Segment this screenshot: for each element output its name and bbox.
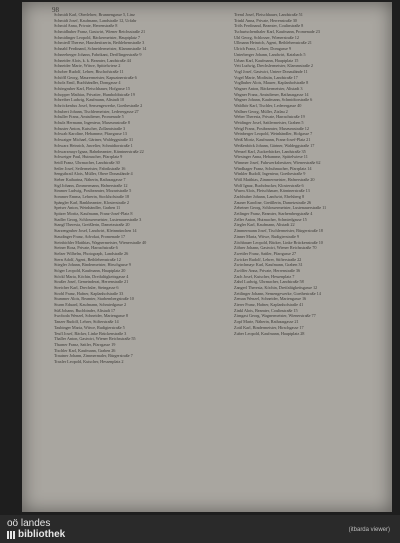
directory-entry: Swoboda Wenzel, Schneider, Mariengasse 8 — [54, 313, 129, 319]
directory-entry: Süß Johann, Buchbinder, Altstadt 17 — [54, 307, 116, 313]
directory-entry: Wöß Matthias, Zimmermeister, Hafnerstraße 20 — [234, 176, 315, 182]
directory-entry: Stangl Theresia, Greißlerin, Dametzstraße 20 — [54, 222, 130, 228]
directory-entry: Uhl Georg, Schlosser, Wienerstraße 12 — [234, 34, 299, 40]
directory-entry: Zehetner Georg, Schlossermeister, Lustenauerstraße 11 — [234, 205, 327, 211]
directory-entry: Sieber Katharina, Näherin, Rathausgasse 7 — [54, 176, 126, 182]
directory-entry: Zeman Wenzel, Schneider, Mariengasse 16 — [234, 296, 307, 302]
directory-entry: Tschurtschenthaler Karl, Kaufmann, Promenade 23 — [234, 29, 320, 35]
directory-entry: Taubinger Maria, Witwe, Rudigierstraße 5 — [54, 324, 125, 330]
directory-entry: Weißenböck Johann, Gärtner, Waldeggstraße 17 — [234, 142, 315, 148]
directory-entry: Ullmann Heinrich, Agent, Bethlehemstraße 21 — [234, 40, 312, 46]
directory-entry: Wiesinger Anna, Hebamme, Spittelwiese 11 — [234, 154, 308, 160]
directory-entry: Zwirchmayr Karl, Kaufmann, Graben 31 — [234, 262, 303, 268]
directory-entry: Treml Josef, Fleischhauer, Landstraße 51 — [234, 12, 303, 17]
directory-entry: Schreiber Ludwig, Kaufmann, Altstadt 10 — [54, 97, 125, 103]
directory-entry: Schöffl Georg, Maurermeister, Kapuzinerstraße 6 — [54, 74, 137, 80]
directory-entry: Urban Karl, Kaufmann, Hauptplatz 15 — [234, 57, 299, 63]
directory-entry: Steiner Rosa, Private, Harrachstraße 6 — [54, 245, 118, 251]
directory-entry: Zeilinger Franz, Beamter, Starhembergstraße 4 — [234, 211, 313, 217]
directory-entry: Scholz Emil, Buchhändler, Domgasse 4 — [54, 80, 121, 86]
directory-entry: Zimmermann Josef, Tischlermeister, Bürgerstraße 18 — [234, 228, 323, 234]
directory-entry: Schneider Marie, Witwe, Spittelwiese 2 — [54, 63, 121, 69]
directory-entry: Vogel Marie, Modistin, Landstraße 17 — [234, 74, 298, 80]
directory-entry: Weinberger Leopold, Weinhändler, Hofgasse 7 — [234, 131, 313, 137]
directory-entry: Schuller Franz, Amtsdiener, Promenade 5 — [54, 114, 124, 120]
directory-entry: Schwarzmayr Ignaz, Bahnbeamter, Kärntnerstraße 22 — [54, 148, 144, 154]
directory-entry: Stöger Leopold, Kaufmann, Hauptplatz 20 — [54, 267, 126, 273]
directory-entry: Ulrich Franz, Lehrer, Domgasse 9 — [234, 46, 291, 52]
directory-entry: Stern Adolf, Agent, Bethlehemstraße 12 — [54, 256, 121, 262]
directory-entry: Zwicker Rudolf, Lehrer, Stifterstraße 22 — [234, 256, 302, 262]
directory-entry: Schmid Anna, Private, Herrenstraße 8 — [54, 23, 118, 29]
directory-entry: Zachhuber Johann, Landwirt, Ebelsberg 8 — [234, 194, 305, 199]
directory-entry: Sommer Emma, Lehrerin, Stockhofstraße 18 — [54, 194, 130, 199]
directory-entry: Zwölfer Anna, Private, Herrenstraße 36 — [234, 267, 301, 273]
viewer-label[interactable]: (itbarda viewer) — [348, 527, 390, 533]
directory-entry: Zöchbauer Leopold, Bäcker, Linke Brückenstraße 10 — [234, 239, 323, 245]
directory-entry: Stöckl Maria, Köchin, Dreifaltigkeitsgasse 4 — [54, 273, 129, 279]
directory-entry: Trinkl Anna, Private, Herrenstraße 30 — [234, 17, 297, 23]
directory-entry: Zierer Franz, Hafner, Kaplanhofstraße 41 — [234, 302, 304, 308]
directory-entry: Tanzer Rudolf, Lehrer, Stifterstraße 14 — [54, 319, 119, 325]
directory-entry: Teufl Josef, Bäcker, Linke Brückenstraße 3 — [54, 330, 127, 336]
directory-entry: Starzengruber Josef, Landwirt, Kleinmünchen 14 — [54, 228, 137, 234]
directory-entry: Waldhör Karl, Tischler, Lederergasse 40 — [234, 103, 302, 108]
directory-entry: Thaller Anton, Gastwirt, Wiener Reichsstraße 55 — [54, 336, 136, 342]
right-column — [234, 12, 400, 336]
directory-entry: Wolf Ignaz, Buchdrucker, Klosterstraße 6 — [234, 182, 304, 188]
directory-entry: Zangerl Theresia, Köchin, Dreifaltigkeitsgasse 12 — [234, 285, 318, 290]
directory-entry: Schneider Alois, k. k. Beamter, Landstraße 44 — [54, 57, 131, 63]
directory-entry: Sengstbratl Alois, Müller, Obere Donaulände 4 — [54, 171, 133, 177]
directory-entry: Schmiedl Therese, Hausbesitzerin, Bethlehemstraße 3 — [54, 40, 145, 46]
directory-entry: Stummer Alois, Beamter, Starhembergstraße 10 — [54, 296, 134, 302]
directory-entry: Zinner Maria, Witwe, Rudigierstraße 9 — [234, 233, 299, 239]
directory-entry: Speiser Anton, Weinhändler, Graben 11 — [54, 205, 121, 211]
directory-entry: Tröls Ferdinand, Beamter, Coulinstraße 8 — [234, 23, 304, 29]
directory-entry: Schopper Mathias, Privatier, Humboldtstraße 19 — [54, 91, 135, 97]
directory-entry: Schmidhuber Franz, Gastwirt, Wiener Reichsstraße 21 — [54, 29, 146, 35]
directory-entry: Schmidt Karl, Oberlehrer, Brunnengasse 5, Linz — [54, 12, 135, 17]
directory-entry: Wagner Franz, Amtsdiener, Rathausgasse 14 — [234, 91, 309, 97]
directory-entry: Vogl Josef, Gastwirt, Untere Donaulände 11 — [234, 68, 308, 74]
directory-entry: Streicher Karl, Drechsler, Steingasse 6 — [54, 285, 119, 290]
directory-entry: Schröckenfux Josef, Sensengewerke, Goethestraße 2 — [54, 103, 143, 108]
directory-entry: Weigl Franz, Postbeamter, Museumstraße 12 — [234, 125, 309, 131]
directory-entry: Windhager Franz, Schuhmacher, Pfarrplatz 14 — [234, 165, 312, 171]
directory-entry: Stiegler Johann, Bindermeister, Hirschgasse 9 — [54, 262, 131, 268]
page-number: 98 — [52, 6, 59, 14]
directory-entry: Schweiger Paul, Hutmacher, Pfarrplatz 9 — [54, 154, 123, 160]
directory-entry: Zuber Leopold, Kaufmann, Hauptplatz 28 — [234, 330, 305, 336]
directory-entry: Schmidt Josef, Kaufmann, Landstraße 12, Urfahr — [54, 17, 137, 23]
directory-entry: Winkler Rudolf, Ingenieur, Goethestraße 9 — [234, 171, 306, 177]
directory-entry: Schwarz Heinrich, Juwelier, Schmidtorstraße 1 — [54, 142, 133, 148]
directory-entry: Schulz Hermann, Ingenieur, Museumstraße 8 — [54, 120, 130, 126]
left-column — [54, 12, 222, 365]
directory-entry: Steinbichler Matthias, Wagnermeister, Wienerstraße 40 — [54, 239, 147, 245]
directory-entry: Seiler Josef, Seilermeister, Fabrikstraße 16 — [54, 165, 126, 171]
directory-entry: Schober Rudolf, Lehrer, Bischofstraße 11 — [54, 68, 124, 74]
directory-entry: Wagner Anton, Bäckermeister, Altstadt 3 — [234, 85, 303, 91]
directory-entry: Zottl Karl, Bindermeister, Hirschgasse 17 — [234, 324, 304, 330]
directory-entry: Sigl Johann, Zimmermann, Hafnerstraße 12 — [54, 182, 128, 188]
directory-entry: Schwab Karoline, Hebamme, Pfarrgasse 13 — [54, 131, 127, 137]
scanned-page — [22, 2, 392, 512]
directory-entry: Zeller Anton, Hutmacher, Schmiedgasse 15 — [234, 216, 307, 222]
directory-entry: Zauner Karoline, Greißlerin, Dametzstraße 26 — [234, 199, 312, 205]
directory-entry: Veit Ludwig, Drechslermeister, Klammstraße 2 — [234, 63, 314, 69]
directory-entry: Trautner Johann, Zimmermaler, Bürgerstraße 7 — [54, 353, 133, 359]
directory-entry: Weidinger Josef, Sattlermeister, Graben 5 — [234, 120, 304, 126]
directory-entry: Zahrl Ludwig, Uhrmacher, Landstraße 58 — [234, 279, 304, 285]
directory-entry: Staudinger Franz, Advokat, Promenade 17 — [54, 233, 126, 239]
directory-entry: Stadler Georg, Schlossermeister, Lustenauerstraße 3 — [54, 216, 142, 222]
directory-entry: Seidl Franz, Uhrmacher, Landstraße 30 — [54, 159, 120, 165]
directory-entry: Zopf Marie, Näherin, Rathausgasse 21 — [234, 319, 299, 325]
directory-entry: Wurm Alois, Fleischhauer, Kärntnerstraße 13 — [234, 188, 310, 194]
directory-entry: Spitzer Moritz, Kaufmann, Franz-Josef-Platz 8 — [54, 211, 133, 217]
logo-text-top: oö landes — [7, 518, 51, 529]
directory-entry: Wagner Johann, Kaufmann, Schmidtorstraße 6 — [234, 97, 313, 103]
directory-entry: Wallner Georg, Müller, Zizlau 2 — [234, 108, 288, 114]
directory-entry: Strobl Franz, Hafner, Kaplanhofstraße 33 — [54, 290, 124, 296]
directory-entry: Wenzel Karl, Zuckerbäcker, Landstraße 35 — [234, 148, 306, 154]
library-logo[interactable] — [7, 519, 65, 540]
directory-entry: Zöhrer Johann, Gastwirt, Wiener Reichsstraße 70 — [234, 245, 317, 251]
directory-entry: Zach Josef, Kutscher, Hessenplatz 7 — [234, 273, 295, 279]
directory-entry: Zwettler Franz, Sattler, Pfarrgasse 27 — [234, 250, 297, 256]
directory-entry: Weiß Moriz, Kaufmann, Franz-Josef-Platz 21 — [234, 137, 311, 143]
directory-entry: Schubert Johann, Tischlermeister, Lederergasse 27 — [54, 108, 139, 114]
directory-entry: Simmer Ludwig, Postbeamter, Mozartstraße 5 — [54, 188, 132, 194]
directory-entry: Zeitlinger Johann, Sensengewerke, Goethestraße 14 — [234, 290, 321, 296]
directory-entry: Unterberger Johann, Landwirt, Katzbach 5 — [234, 51, 306, 57]
directory-entry: Weber Theresia, Private, Harrachstraße 19 — [234, 114, 305, 120]
directory-entry: Tischler Karl, Kaufmann, Graben 26 — [54, 347, 116, 353]
directory-entry: Stelzer Wilhelm, Photograph, Landstraße 26 — [54, 250, 129, 256]
directory-entry: Traxler Leopold, Kutscher, Hessenplatz 2 — [54, 358, 124, 364]
directory-entry: Ziegler Karl, Kaufmann, Altstadt 22 — [234, 222, 295, 228]
directory-entry: Schöngruber Karl, Fleischhauer, Hofgasse 15 — [54, 85, 130, 91]
directory-entry: Schneeberger Johann, Fabrikant, Derfflingerstraße 9 — [54, 51, 142, 57]
logo-text-bottom: bibliothek — [18, 529, 66, 540]
directory-entry: Schwaiger Michael, Gärtner, Waldeggstraße 31 — [54, 137, 134, 143]
directory-entry: Zinkl Alois, Beamter, Coulinstraße 15 — [234, 307, 298, 313]
logo-bars-icon — [7, 531, 15, 539]
directory-entry: Schmidinger Leopold, Bäckermeister, Hauptplatz 7 — [54, 34, 140, 40]
directory-entry: Spängler Karl, Bankbeamter, Klosterstraße 2 — [54, 199, 129, 205]
directory-entry: Voglhuber Alois, Maurer, Kaplanhofstraße 8 — [234, 80, 309, 86]
directory-entry: Straßer Josef, Gemeinderat, Herrenstraße 21 — [54, 279, 129, 285]
directory-entry: Thurner Franz, Sattler, Pfarrgasse 19 — [54, 341, 116, 347]
directory-entry: Schuster Anton, Kutscher, Zollamtstraße 3 — [54, 125, 126, 131]
directory-entry: Schnabl Ferdinand, Schneidermeister, Klammstraße 14 — [54, 46, 147, 52]
directory-entry: Sturm Eduard, Kaufmann, Schmiedgasse 2 — [54, 302, 127, 308]
directory-entry: Wimmer Josef, Fuhrwerksbesitzer, Wienerstraße 62 — [234, 159, 321, 165]
directory-entry: Zirngast Georg, Wagnermeister, Wienerstraße 77 — [234, 313, 316, 319]
